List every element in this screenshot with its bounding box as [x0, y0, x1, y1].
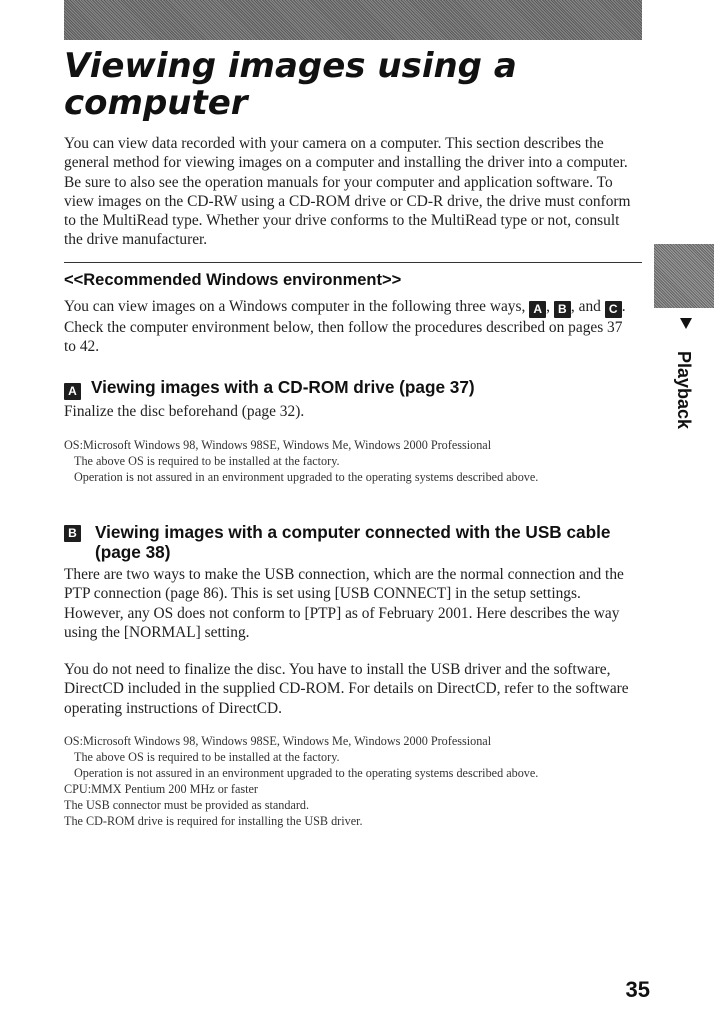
- separator-1: ,: [546, 298, 551, 315]
- section-a-badge: A: [64, 383, 81, 400]
- side-tab-marker: [654, 244, 714, 308]
- section-a-notes: [64, 437, 624, 485]
- triangle-arrow-icon: [680, 318, 692, 329]
- recommended-environment-heading: <<Recommended Windows environment>>: [64, 271, 402, 289]
- note-upgrade: Operation is not assured in an environment upgraded to the operating systems described above.: [74, 470, 539, 484]
- header-bar: [64, 0, 642, 40]
- note-os: OS:Microsoft Windows 98, Windows 98SE, Windows Me, Windows 2000 Professional: [64, 438, 492, 452]
- page-title: Viewing images using a computer: [64, 46, 517, 123]
- method-c-badge: C: [605, 301, 622, 318]
- note-cpu: CPU:MMX Pentium 200 MHz or faster: [64, 782, 258, 796]
- side-tab-label: [664, 318, 708, 428]
- method-a-badge: A: [529, 301, 546, 318]
- note-usb-connector: The USB connector must be provided as standard.: [64, 798, 310, 812]
- note-upgrade: Operation is not assured in an environment upgraded to the operating systems described above.: [74, 766, 539, 780]
- section-b-paragraph-1: There are two ways to make the USB connection, which are the normal connection and the PTP connection (page 86). This is set using [USB CONNECT] in the setup settings. However, any OS does not conform to [PTP] as of February 2001. Here describes the way using the [NORMAL] setting.: [64, 566, 624, 641]
- section-a-paragraph: Finalize the disc beforehand (page 32).: [64, 403, 305, 420]
- note-os: OS:Microsoft Windows 98, Windows 98SE, Windows Me, Windows 2000 Professional: [64, 734, 492, 748]
- separator-2: ,: [570, 298, 575, 315]
- section-b-heading-text: Viewing images with a computer connected with the USB cable (page 38): [95, 522, 611, 562]
- side-tab-text: Playback: [674, 350, 694, 430]
- recommended-environment-paragraph: [64, 297, 629, 357]
- section-b-badge: B: [64, 525, 81, 542]
- section-b-heading: [64, 522, 661, 562]
- note-factory: The above OS is required to be installed at the factory.: [74, 454, 340, 468]
- method-b-badge: B: [554, 301, 571, 318]
- section-b-notes: [64, 733, 624, 829]
- section-a-heading-text: Viewing images with a CD-ROM drive (page 37): [91, 377, 475, 397]
- intro-paragraph: You can view data recorded with your camera on a computer. This section describes the general method for viewing images on a computer and installing the driver into a computer. Be sure to also see the operation manuals for your computer and application software. To view images on the CD-RW using a CD-ROM drive or CD-R drive, the drive must conform to the MultiRead type. Whether your drive conforms to the MultiRead type or not, consult the drive manufacturer.: [64, 135, 631, 249]
- section-b-paragraph-2: You do not need to finalize the disc. You have to install the USB driver and the software, DirectCD included in the supplied CD-ROM. For details on DirectCD, refer to the software operating instructions of DirectCD.: [64, 661, 629, 717]
- recommended-text-3: . Check the computer environment below, then follow the procedures described on pages 37 to 42.: [64, 298, 626, 356]
- section-a-heading: [64, 377, 654, 400]
- recommended-text-2: and: [578, 298, 601, 315]
- note-cdrom-drive: The CD-ROM drive is required for installing the USB driver.: [64, 814, 363, 828]
- section-divider: [64, 262, 642, 263]
- recommended-text-1: You can view images on a Windows computer in the following three ways,: [64, 298, 526, 315]
- note-factory: The above OS is required to be installed at the factory.: [74, 750, 340, 764]
- page-number: 35: [625, 977, 650, 1002]
